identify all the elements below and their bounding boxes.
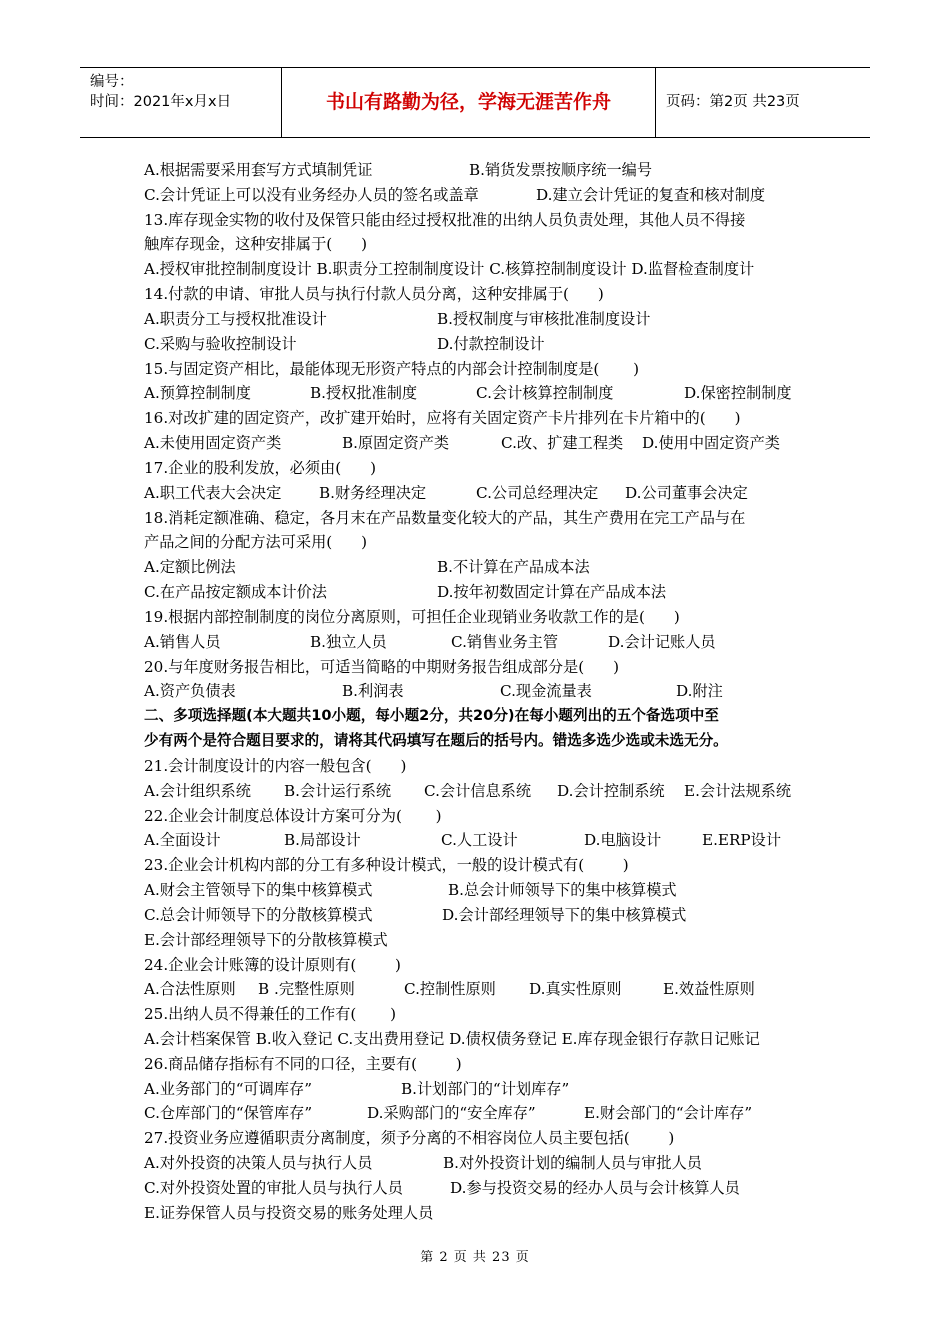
text-line <box>144 953 814 978</box>
option-text: B.对外投资计划的编制人员与审批人员 <box>443 1154 702 1173</box>
option-text: D.会计控制系统 <box>557 781 665 800</box>
option-text: C.采购与验收控制设计 <box>144 334 297 353</box>
option-text: C.现金流量表 <box>500 682 592 701</box>
line-text: E.会计部经理领导下的分散核算模式 <box>144 930 388 949</box>
text-line <box>144 1101 814 1126</box>
option-text: E.财会部门的“会计库存” <box>584 1104 753 1123</box>
text-line <box>144 530 814 555</box>
option-text: D.电脑设计 <box>584 831 662 850</box>
line-text: 13.库存现金实物的收付及保管只能由经过授权批准的出纳人员负责处理，其他人员不得接 <box>144 210 746 229</box>
exam-content <box>144 158 814 1226</box>
option-text: D.会计部经理领导下的集中核算模式 <box>442 905 687 924</box>
option-text: D.按年初数固定计算在产品成本法 <box>437 583 667 602</box>
text-line <box>144 506 814 531</box>
text-line <box>144 406 814 431</box>
option-text: D.会计记账人员 <box>608 632 716 651</box>
text-line <box>144 208 814 233</box>
line-text: 19.根据内部控制制度的岗位分离原则，可担任企业现销业务收款工作的是( ) <box>144 607 680 626</box>
line-text: 二、多项选择题(本大题共10小题，每小题2分，共20分)在每小题列出的五个备选项中至 <box>144 707 719 725</box>
text-line <box>144 928 814 953</box>
line-text: 16.对改扩建的固定资产，改扩建开始时，应将有关固定资产卡片排列在卡片箱中的( ) <box>144 409 741 428</box>
text-line <box>144 903 814 928</box>
option-text: B.总会计师领导下的集中核算模式 <box>448 881 677 900</box>
text-line <box>144 456 814 481</box>
option-text: A.会计组织系统 <box>144 781 251 800</box>
text-line <box>144 630 814 655</box>
option-text: C.会计信息系统 <box>424 781 532 800</box>
text-line <box>144 481 814 506</box>
header-motto: 书山有路勤为径，学海无涯苦作舟 <box>282 68 656 137</box>
text-line <box>144 1002 814 1027</box>
text-line <box>144 1151 814 1176</box>
option-text: A.合法性原则 <box>144 980 236 999</box>
option-text: A.职责分工与授权批准设计 <box>144 309 327 328</box>
option-text: A.定额比例法 <box>144 558 236 577</box>
text-line <box>144 605 814 630</box>
line-text: 22.企业会计制度总体设计方案可分为( ) <box>144 806 442 825</box>
option-text: A.对外投资的决策人员与执行人员 <box>144 1154 373 1173</box>
text-line <box>144 1126 814 1151</box>
option-text: A.职工代表大会决定 <box>144 483 282 502</box>
line-text: 21.会计制度设计的内容一般包含( ) <box>144 756 407 775</box>
option-text: B.计划部门的“计划库存” <box>401 1079 570 1098</box>
text-line <box>144 183 814 208</box>
option-text: B .完整性原则 <box>258 980 355 999</box>
option-text: C.会计凭证上可以没有业务经办人员的签名或盖章 <box>144 185 479 204</box>
page-footer: 第 2 页 共 23 页 <box>420 1250 530 1265</box>
option-text: A.资产负债表 <box>144 682 236 701</box>
time-label: 时间：2021年x月x日 <box>90 94 232 110</box>
serial-label: 编号： <box>90 74 134 90</box>
option-text: D.保密控制制度 <box>684 384 792 403</box>
option-text: A.根据需要采用套写方式填制凭证 <box>144 161 373 179</box>
option-text: B.销货发票按顺序统一编号 <box>469 161 653 179</box>
option-text: C.对外投资处置的审批人员与执行人员 <box>144 1178 403 1197</box>
option-text: B.原固定资产类 <box>342 434 450 453</box>
option-text: C.公司总经理决定 <box>476 483 599 502</box>
option-text: B.独立人员 <box>310 632 387 651</box>
text-line <box>144 828 814 853</box>
option-text: B.授权批准制度 <box>310 384 418 403</box>
option-text: C.会计核算控制制度 <box>476 384 614 403</box>
option-text: C.总会计师领导下的分散核算模式 <box>144 905 373 924</box>
option-text: B.利润表 <box>342 682 404 701</box>
option-text: D.附注 <box>676 682 723 701</box>
line-text: 23.企业会计机构内部的分工有多种设计模式，一般的设计模式有( ) <box>144 856 629 875</box>
text-line <box>144 679 814 704</box>
option-text: A.财会主管领导下的集中核算模式 <box>144 881 373 900</box>
text-line <box>144 232 814 257</box>
option-text: C.在产品按定额成本计价法 <box>144 583 327 602</box>
text-line <box>144 158 814 183</box>
line-text: 20.与年度财务报告相比，可适当简略的中期财务报告组成部分是( ) <box>144 657 620 676</box>
option-text: A.销售人员 <box>144 632 221 651</box>
option-text: D.采购部门的“安全库存” <box>367 1104 536 1123</box>
page-header <box>80 67 870 138</box>
text-line <box>144 257 814 282</box>
text-line <box>144 729 814 754</box>
line-text: 25.出纳人员不得兼任的工作有( ) <box>144 1005 397 1024</box>
option-text: C.人工设计 <box>441 831 518 850</box>
line-text: 触库存现金，这种安排属于( ) <box>144 235 368 254</box>
option-text: B.不计算在产品成本法 <box>437 558 590 577</box>
option-text: C.控制性原则 <box>404 980 496 999</box>
option-text: D.建立会计凭证的复查和核对制度 <box>536 185 766 204</box>
line-text: 26.商品储存指标有不同的口径，主要有( ) <box>144 1054 462 1073</box>
option-text: D.公司董事会决定 <box>625 483 748 502</box>
option-text: B.会计运行系统 <box>284 781 392 800</box>
text-line <box>144 878 814 903</box>
line-text: 27.投资业务应遵循职责分离制度，须予分离的不相容岗位人员主要包括( ) <box>144 1129 675 1148</box>
option-text: E.会计法规系统 <box>684 781 792 800</box>
text-line <box>144 779 814 804</box>
text-line <box>144 1176 814 1201</box>
text-line <box>144 704 814 729</box>
option-text: D.参与投资交易的经办人员与会计核算人员 <box>450 1178 740 1197</box>
option-text: A.业务部门的“可调库存” <box>144 1079 313 1098</box>
text-line <box>144 1027 814 1052</box>
text-line <box>144 580 814 605</box>
option-text: D.付款控制设计 <box>437 334 545 353</box>
line-text: 15.与固定资产相比，最能体现无形资产特点的内部会计控制制度是( ) <box>144 359 640 378</box>
text-line <box>144 977 814 1002</box>
text-line <box>144 754 814 779</box>
header-meta <box>80 68 282 137</box>
line-text: A.授权审批控制制度设计 B.职责分工控制制度设计 C.核算控制制度设计 D.监督检查制度计 <box>144 260 755 279</box>
text-line <box>144 332 814 357</box>
option-text: B.局部设计 <box>284 831 361 850</box>
text-line <box>144 804 814 829</box>
option-text: C.销售业务主管 <box>451 632 559 651</box>
text-line <box>144 282 814 307</box>
option-text: E.ERP设计 <box>702 831 782 850</box>
text-line <box>144 655 814 680</box>
option-text: A.预算控制制度 <box>144 384 251 403</box>
option-text: A.未使用固定资产类 <box>144 434 282 453</box>
line-text: 18.消耗定额准确、稳定，各月末在产品数量变化较大的产品，其生产费用在完工产品与在 <box>144 508 746 527</box>
header-page-info: 页码：第2页 共23页 <box>666 94 800 110</box>
text-line <box>144 1077 814 1102</box>
option-text: E.效益性原则 <box>663 980 755 999</box>
line-text: 17.企业的股利发放，必须由( ) <box>144 458 377 477</box>
text-line <box>144 1201 814 1226</box>
line-text: A.会计档案保管 B.收入登记 C.支出费用登记 D.债权债务登记 E.库存现金银行存款日记账记 <box>144 1029 760 1048</box>
option-text: B.财务经理决定 <box>319 483 427 502</box>
option-text: C.改、扩建工程类 <box>501 434 624 453</box>
text-line <box>144 431 814 456</box>
text-line <box>144 381 814 406</box>
line-text: E.证券保管人员与投资交易的账务处理人员 <box>144 1203 434 1222</box>
text-line <box>144 1052 814 1077</box>
option-text: A.全面设计 <box>144 831 221 850</box>
option-text: B.授权制度与审核批准制度设计 <box>437 309 651 328</box>
text-line <box>144 853 814 878</box>
text-line <box>144 307 814 332</box>
line-text: 24.企业会计账簿的设计原则有( ) <box>144 955 401 974</box>
line-text: 少有两个是符合题目要求的，请将其代码填写在题后的括号内。错选多选少选或未选无分。 <box>144 732 728 750</box>
text-line <box>144 357 814 382</box>
text-line <box>144 555 814 580</box>
line-text: 14.付款的申请、审批人员与执行付款人员分离，这种安排属于( ) <box>144 285 604 304</box>
option-text: D.真实性原则 <box>529 980 622 999</box>
line-text: 产品之间的分配方法可采用( ) <box>144 533 368 552</box>
option-text: C.仓库部门的“保管库存” <box>144 1104 313 1123</box>
option-text: D.使用中固定资产类 <box>642 434 780 453</box>
